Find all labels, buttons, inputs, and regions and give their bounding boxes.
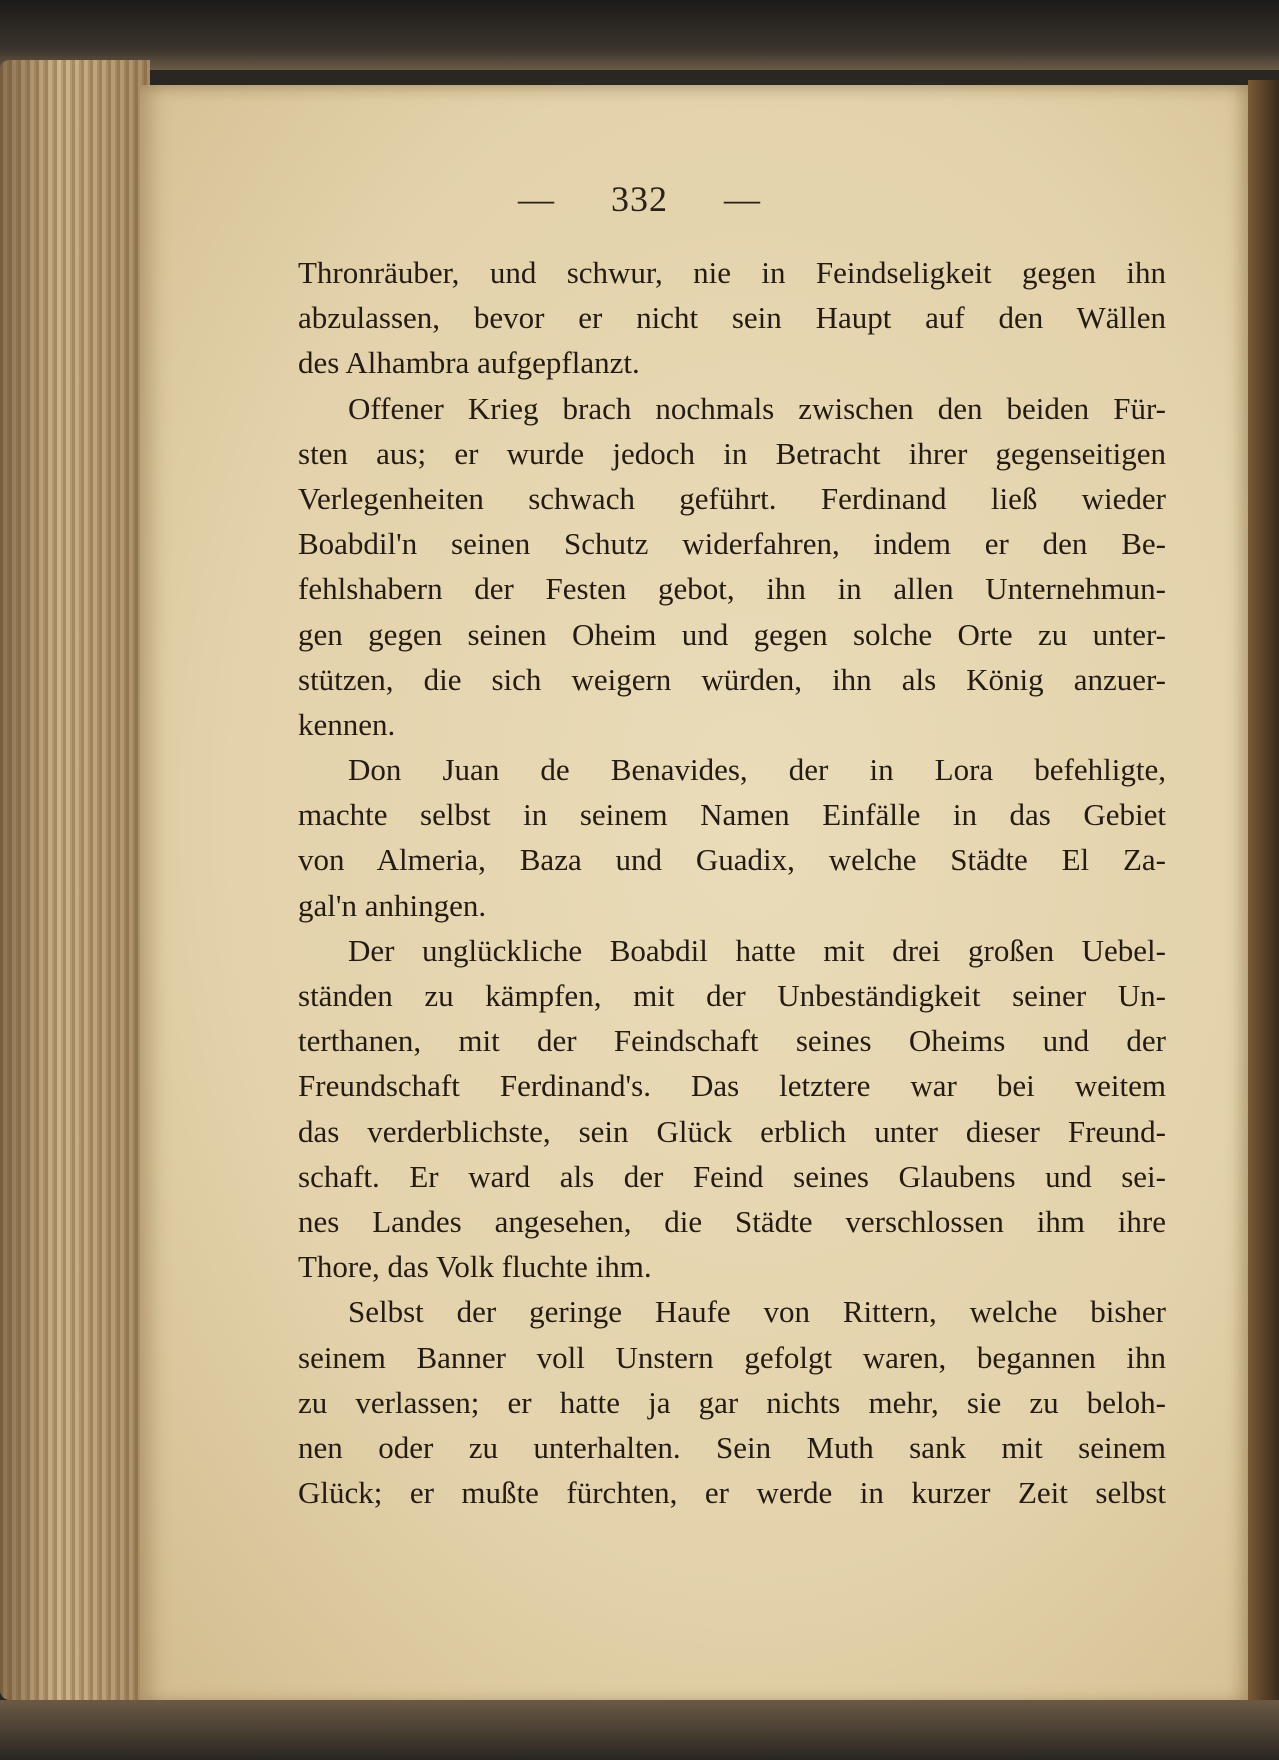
- page-header: [0, 178, 1279, 220]
- text-line: seinem Banner voll Unstern gefolgt waren, begannen ihn: [298, 1339, 1166, 1375]
- text-line: Thronräuber, und schwur, nie in Feindseligkeit gegen ihn: [298, 255, 1166, 290]
- text-line: Offener Krieg brach nochmals zwischen den beiden Für-: [348, 390, 1166, 426]
- text-line: Don Juan de Benavides, der in Lora befehligte,: [348, 752, 1166, 788]
- text-line: nes Landes angesehen, die Städte verschlossen ihm ihre: [298, 1203, 1166, 1239]
- scan-background-top: [0, 0, 1279, 70]
- text-line: Der unglückliche Boabdil hatte mit drei großen Uebel-: [348, 932, 1166, 968]
- text-line: fehlshabern der Festen gebot, ihn in allen Unternehmun-: [298, 571, 1166, 607]
- text-line: das verderblichste, sein Glück erblich unter dieser Freund-: [298, 1113, 1166, 1149]
- text-line: nen oder zu unterhalten. Sein Muth sank mit seinem: [298, 1429, 1166, 1465]
- page-edges-shadow: [0, 60, 150, 1700]
- text-line: Boabdil'n seinen Schutz widerfahren, indem er den Be-: [298, 526, 1166, 562]
- text-line: Freundschaft Ferdinand's. Das letztere war bei weitem: [298, 1068, 1166, 1104]
- text-line: terthanen, mit der Feindschaft seines Oheims und der: [298, 1023, 1166, 1059]
- scan-background-bottom: [0, 1700, 1279, 1760]
- text-line: ständen zu kämpfen, mit der Unbeständigkeit seiner Un-: [298, 978, 1166, 1013]
- book-spine-edge: [1248, 80, 1279, 1720]
- text-line: machte selbst in seinem Namen Einfälle in das Gebiet: [298, 797, 1166, 833]
- text-line: Thore, das Volk fluchte ihm.: [298, 1249, 652, 1285]
- text-line: des Alhambra aufgepflanzt.: [298, 345, 640, 381]
- text-line: Glück; er mußte fürchten, er werde in kurzer Zeit selbst: [298, 1475, 1166, 1511]
- text-line: gal'n anhingen.: [298, 887, 487, 923]
- text-line: sten aus; er wurde jedoch in Betracht ihrer gegenseitigen: [298, 435, 1166, 471]
- text-line: zu verlassen; er hatte ja gar nichts mehr, sie zu beloh-: [298, 1384, 1166, 1420]
- header-dash-left: —: [518, 179, 555, 219]
- header-dash-right: —: [724, 179, 761, 219]
- page-number: 332: [611, 179, 668, 219]
- text-line: stützen, die sich weigern würden, ihn als König anzuer-: [298, 661, 1166, 697]
- text-line: von Almeria, Baza und Guadix, welche Städte El Za-: [298, 842, 1166, 878]
- text-line: abzulassen, bevor er nicht sein Haupt auf den Wällen: [298, 300, 1166, 336]
- text-line: Selbst der geringe Haufe von Rittern, welche bisher: [348, 1294, 1166, 1330]
- text-line: Verlegenheiten schwach geführt. Ferdinand ließ wieder: [298, 480, 1166, 516]
- text-line: kennen.: [298, 706, 396, 742]
- text-line: schaft. Er ward als der Feind seines Glaubens und sei-: [298, 1158, 1166, 1194]
- body-text: [298, 250, 1166, 1515]
- text-line: gen gegen seinen Oheim und gegen solche Orte zu unter-: [298, 616, 1166, 652]
